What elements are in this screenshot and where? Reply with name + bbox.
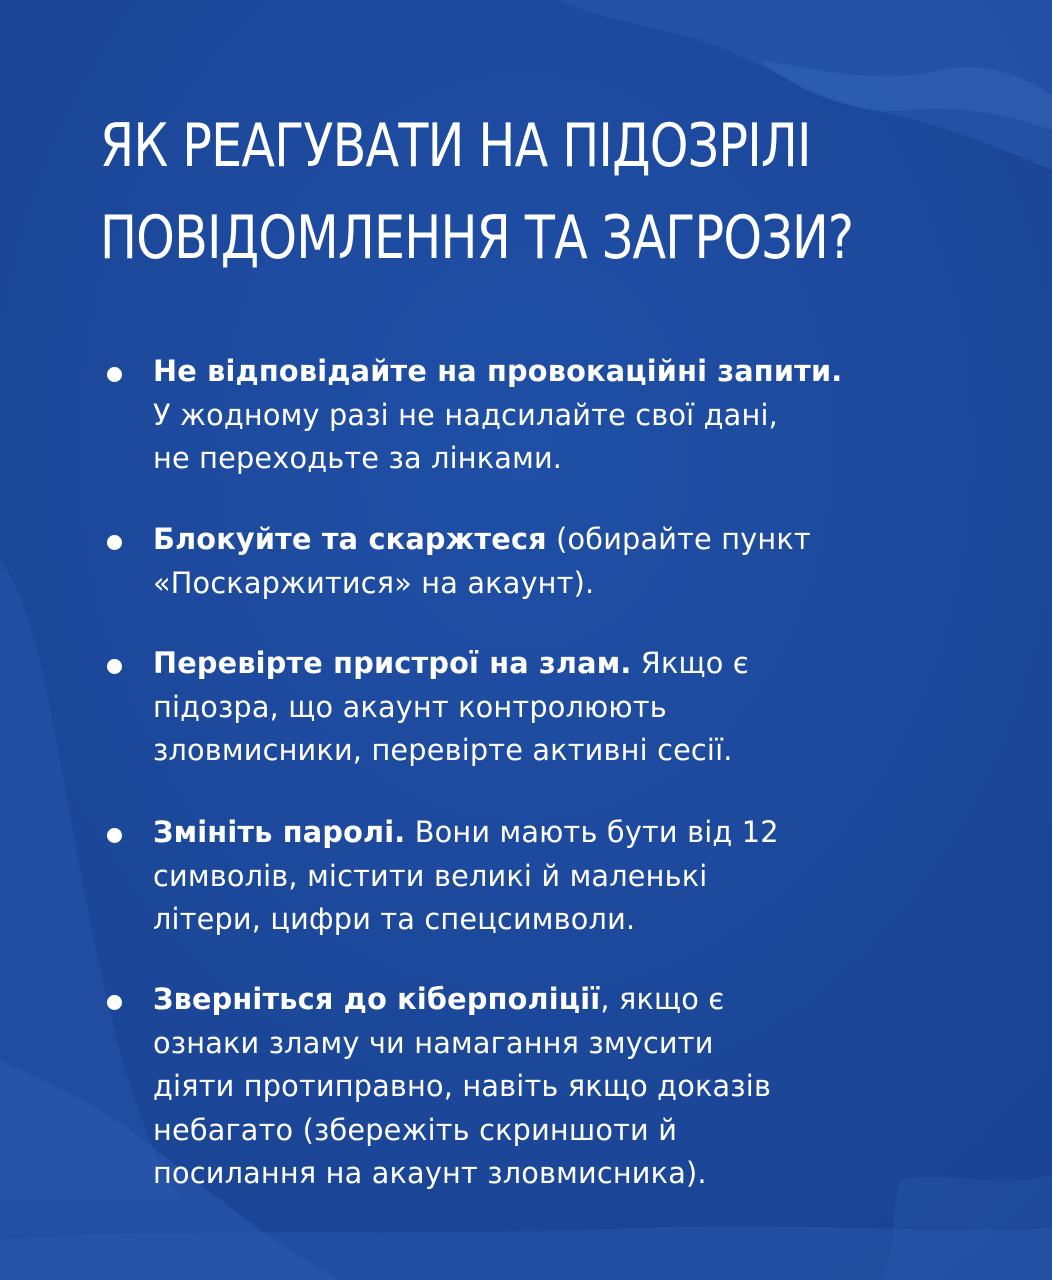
bullet-icon bbox=[107, 535, 122, 550]
list-item-text: Змініть паролі. Вони мають бути від 12 символів, містити великі й маленькі літери, цифри та спецсимволи. bbox=[153, 815, 779, 936]
list-item-text: Перевірте пристрої на злам. Якщо є підозра, що акаунт контролюють зловмисники, перевірте активні сесії. bbox=[153, 646, 749, 767]
list-item-bold: Змініть паролі. bbox=[153, 815, 406, 849]
list-item-text: Блокуйте та скаржтеся (обирайте пункт «Поскаржитися» на акаунт). bbox=[153, 522, 811, 600]
list-item-bold: Не відповідайте на провокаційні запити. bbox=[153, 354, 843, 388]
list-item-bold: Блокуйте та скаржтеся bbox=[153, 522, 547, 556]
list-item-bold: Зверніться до кіберполіції bbox=[153, 982, 601, 1016]
page-title bbox=[100, 100, 854, 284]
title-line-1: ЯК РЕАГУВАТИ НА ПІДОЗРІЛІ bbox=[100, 111, 811, 181]
bullet-icon bbox=[107, 828, 122, 843]
title-line-2: ПОВІДОМЛЕННЯ ТА ЗАГРОЗИ? bbox=[100, 203, 854, 273]
list-item-bold: Перевірте пристрої на злам. bbox=[153, 646, 632, 680]
list-item-text: Не відповідайте на провокаційні запити. У жодному разі не надсилайте свої дані, не переходьте за лінками. bbox=[153, 354, 843, 475]
bullet-icon bbox=[107, 995, 122, 1010]
bullet-icon bbox=[107, 659, 122, 674]
bullet-icon bbox=[107, 367, 122, 382]
list-item-text: Зверніться до кіберполіції, якщо є ознаки зламу чи намагання змусити діяти протиправно, навіть якщо доказів небагато (збережіть скриншоти й посилання на акаунт зловмисника). bbox=[153, 982, 772, 1190]
